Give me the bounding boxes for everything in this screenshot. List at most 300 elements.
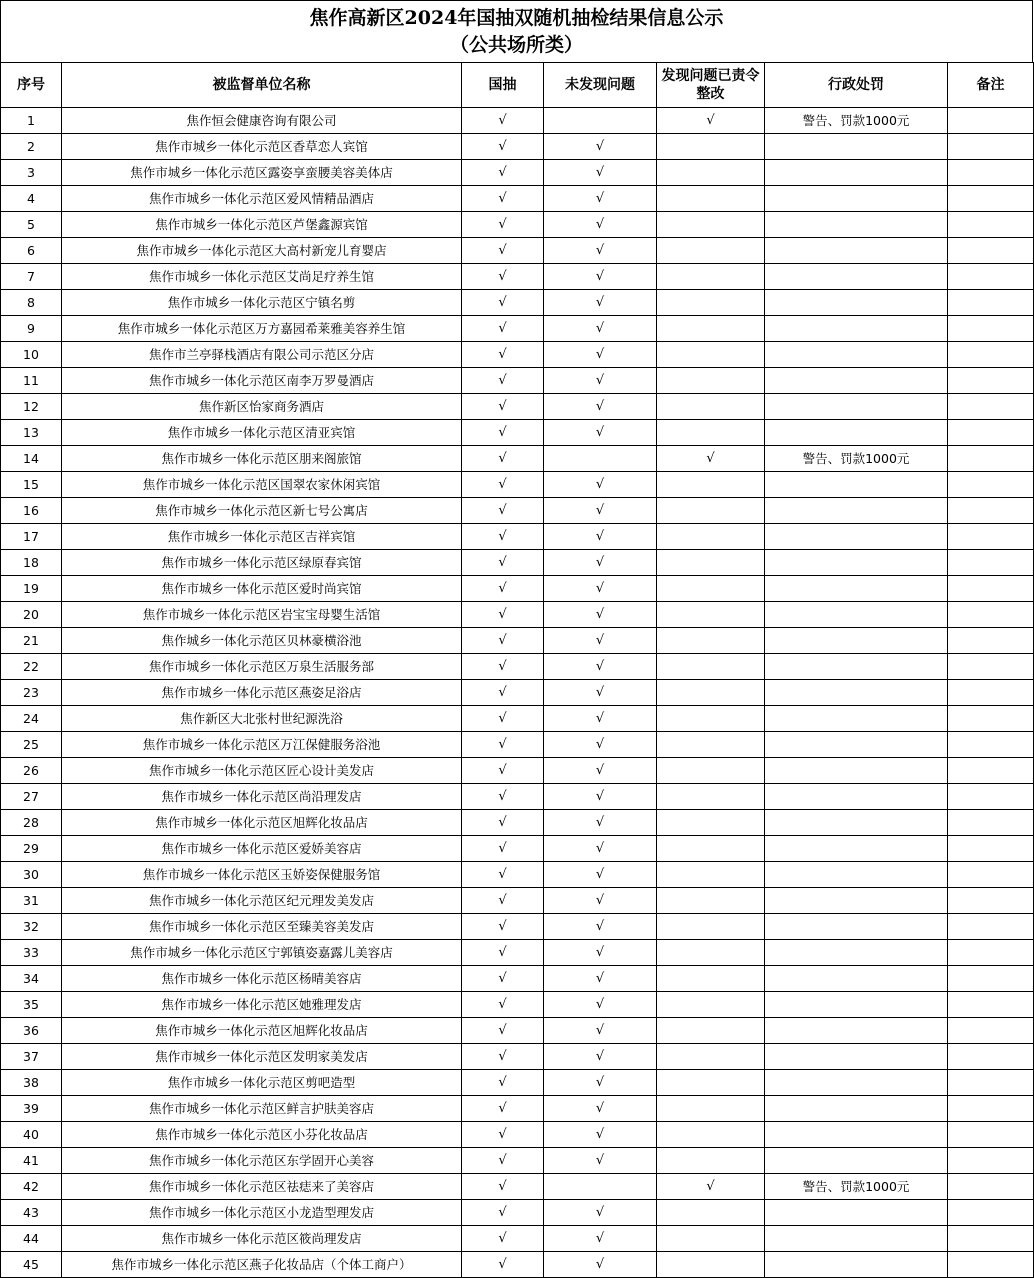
cell-national (462, 888, 544, 914)
cell-penalty (765, 524, 948, 550)
cell-index: 1 (1, 108, 62, 134)
cell-remark (948, 914, 1034, 940)
table-row (1, 628, 1034, 654)
cell-unit-name: 焦作市城乡一体化示范区旭辉化妆品店 (62, 1018, 462, 1044)
check-mark-icon: √ (595, 191, 605, 206)
cell-no-issue (544, 602, 657, 628)
cell-index: 36 (1, 1018, 62, 1044)
check-mark-icon: √ (498, 1257, 507, 1272)
cell-unit-name: 焦作市城乡一体化示范区发明家美发店 (62, 1044, 462, 1070)
cell-remark (948, 1148, 1034, 1174)
cell-rectify (657, 940, 765, 966)
table-row (1, 108, 1034, 134)
table-row (1, 602, 1034, 628)
cell-index: 39 (1, 1096, 62, 1122)
table-row (1, 1070, 1034, 1096)
cell-no-issue (544, 446, 657, 472)
cell-index: 32 (1, 914, 62, 940)
cell-remark (948, 446, 1034, 472)
check-mark-icon: √ (595, 269, 605, 284)
cell-unit-name: 焦作市城乡一体化示范区万方嘉园希莱雅美容养生馆 (62, 316, 462, 342)
cell-penalty (765, 1096, 948, 1122)
check-mark-icon: √ (595, 1101, 605, 1116)
cell-index: 4 (1, 186, 62, 212)
check-mark-icon: √ (595, 1153, 605, 1168)
cell-rectify (657, 524, 765, 550)
cell-penalty (765, 1226, 948, 1252)
cell-penalty (765, 836, 948, 862)
cell-no-issue (544, 1070, 657, 1096)
table-row (1, 1200, 1034, 1226)
cell-remark (948, 628, 1034, 654)
cell-unit-name: 焦作市城乡一体化示范区芦堡鑫源宾馆 (62, 212, 462, 238)
check-mark-icon: √ (498, 295, 507, 310)
cell-penalty (765, 862, 948, 888)
check-mark-icon: √ (595, 1023, 605, 1038)
cell-index: 24 (1, 706, 62, 732)
check-mark-icon: √ (498, 1023, 507, 1038)
cell-unit-name: 焦作市城乡一体化示范区宁郭镇姿嘉露儿美容店 (62, 940, 462, 966)
cell-national (462, 1174, 544, 1200)
cell-remark (948, 862, 1034, 888)
cell-index: 42 (1, 1174, 62, 1200)
table-row (1, 1096, 1034, 1122)
check-mark-icon: √ (498, 503, 507, 518)
table-row (1, 732, 1034, 758)
cell-index: 44 (1, 1226, 62, 1252)
cell-remark (948, 316, 1034, 342)
cell-national (462, 1096, 544, 1122)
cell-no-issue (544, 1148, 657, 1174)
check-mark-icon: √ (498, 789, 507, 804)
cell-unit-name: 焦作市城乡一体化示范区玉娇姿保健服务馆 (62, 862, 462, 888)
check-mark-icon: √ (498, 893, 507, 908)
check-mark-icon: √ (498, 737, 507, 752)
cell-index: 3 (1, 160, 62, 186)
cell-national (462, 576, 544, 602)
cell-unit-name: 焦作市城乡一体化示范区纪元理发美发店 (62, 888, 462, 914)
cell-rectify (657, 628, 765, 654)
table-row (1, 836, 1034, 862)
cell-remark (948, 836, 1034, 862)
cell-national (462, 472, 544, 498)
cell-rectify (657, 1096, 765, 1122)
cell-unit-name: 焦作市城乡一体化示范区匠心设计美发店 (62, 758, 462, 784)
cell-unit-name: 焦作市城乡一体化示范区清亚宾馆 (62, 420, 462, 446)
cell-national (462, 732, 544, 758)
cell-unit-name: 焦作市城乡一体化示范区万江保健服务浴池 (62, 732, 462, 758)
table-row (1, 212, 1034, 238)
check-mark-icon: √ (595, 243, 605, 258)
check-mark-icon: √ (498, 763, 507, 778)
cell-unit-name: 焦作市城乡一体化示范区万泉生活服务部 (62, 654, 462, 680)
cell-penalty (765, 498, 948, 524)
cell-national (462, 264, 544, 290)
cell-remark (948, 368, 1034, 394)
check-mark-icon: √ (595, 217, 605, 232)
cell-unit-name: 焦作市城乡一体化示范区宁镇名剪 (62, 290, 462, 316)
cell-penalty (765, 1044, 948, 1070)
table-row (1, 472, 1034, 498)
cell-unit-name: 焦作市城乡一体化示范区她雅理发店 (62, 992, 462, 1018)
cell-penalty: 警告、罚款1000元 (765, 446, 948, 472)
check-mark-icon: √ (595, 659, 605, 674)
cell-remark (948, 290, 1034, 316)
cell-rectify (657, 576, 765, 602)
cell-remark (948, 810, 1034, 836)
cell-index: 2 (1, 134, 62, 160)
cell-penalty (765, 264, 948, 290)
table-row (1, 1044, 1034, 1070)
cell-no-issue (544, 368, 657, 394)
cell-index: 40 (1, 1122, 62, 1148)
check-mark-icon: √ (498, 243, 507, 258)
cell-no-issue (544, 1018, 657, 1044)
cell-no-issue (544, 498, 657, 524)
cell-no-issue (544, 758, 657, 784)
cell-unit-name: 焦作市城乡一体化示范区鲜言护肤美容店 (62, 1096, 462, 1122)
cell-penalty (765, 784, 948, 810)
cell-index: 25 (1, 732, 62, 758)
cell-index: 30 (1, 862, 62, 888)
cell-rectify (657, 134, 765, 160)
cell-national (462, 862, 544, 888)
cell-index: 34 (1, 966, 62, 992)
cell-index: 12 (1, 394, 62, 420)
cell-unit-name: 焦作市城乡一体化示范区小芬化妆品店 (62, 1122, 462, 1148)
cell-remark (948, 784, 1034, 810)
check-mark-icon: √ (595, 139, 605, 154)
check-mark-icon: √ (706, 451, 715, 466)
cell-unit-name: 焦作市城乡一体化示范区绿原春宾馆 (62, 550, 462, 576)
check-mark-icon: √ (595, 789, 605, 804)
cell-unit-name: 焦作市城乡一体化示范区尚沿理发店 (62, 784, 462, 810)
cell-unit-name: 焦作城乡一体化示范区贝林豪横浴池 (62, 628, 462, 654)
cell-national (462, 706, 544, 732)
cell-penalty (765, 966, 948, 992)
cell-no-issue (544, 1044, 657, 1070)
cell-index: 7 (1, 264, 62, 290)
cell-national (462, 498, 544, 524)
cell-rectify (657, 602, 765, 628)
cell-index: 22 (1, 654, 62, 680)
cell-national (462, 1200, 544, 1226)
table-row (1, 524, 1034, 550)
cell-rectify (657, 1200, 765, 1226)
table-row (1, 134, 1034, 160)
cell-national (462, 316, 544, 342)
check-mark-icon: √ (498, 529, 507, 544)
check-mark-icon: √ (595, 1049, 605, 1064)
check-mark-icon: √ (595, 763, 605, 778)
cell-unit-name: 焦作市城乡一体化示范区国翠农家休闲宾馆 (62, 472, 462, 498)
cell-no-issue (544, 1174, 657, 1200)
table-row (1, 940, 1034, 966)
check-mark-icon: √ (595, 1075, 605, 1090)
cell-rectify (657, 1044, 765, 1070)
check-mark-icon: √ (498, 633, 507, 648)
cell-remark (948, 186, 1034, 212)
cell-no-issue (544, 550, 657, 576)
cell-no-issue (544, 810, 657, 836)
check-mark-icon: √ (595, 1257, 605, 1272)
cell-rectify (657, 1226, 765, 1252)
check-mark-icon: √ (498, 191, 507, 206)
cell-rectify (657, 498, 765, 524)
cell-remark (948, 1018, 1034, 1044)
cell-national (462, 680, 544, 706)
cell-national (462, 420, 544, 446)
cell-penalty (765, 238, 948, 264)
check-mark-icon: √ (498, 919, 507, 934)
check-mark-icon: √ (498, 685, 507, 700)
cell-no-issue (544, 160, 657, 186)
cell-rectify (657, 212, 765, 238)
cell-national (462, 914, 544, 940)
table-row (1, 186, 1034, 212)
check-mark-icon: √ (595, 867, 605, 882)
check-mark-icon: √ (595, 737, 605, 752)
table-row (1, 862, 1034, 888)
cell-penalty (765, 810, 948, 836)
cell-penalty (765, 1252, 948, 1278)
cell-unit-name: 焦作市城乡一体化示范区杨晴美容店 (62, 966, 462, 992)
cell-national (462, 1044, 544, 1070)
table-row (1, 316, 1034, 342)
check-mark-icon: √ (595, 971, 605, 986)
check-mark-icon: √ (498, 841, 507, 856)
cell-index: 21 (1, 628, 62, 654)
cell-remark (948, 966, 1034, 992)
cell-remark (948, 160, 1034, 186)
cell-national (462, 1018, 544, 1044)
cell-unit-name: 焦作市城乡一体化示范区小龙造型理发店 (62, 1200, 462, 1226)
cell-national (462, 654, 544, 680)
cell-rectify (657, 654, 765, 680)
header-penalty: 行政处罚 (765, 63, 948, 108)
table-row (1, 1122, 1034, 1148)
cell-unit-name: 焦作市兰亭驿栈酒店有限公司示范区分店 (62, 342, 462, 368)
cell-penalty (765, 394, 948, 420)
cell-no-issue (544, 628, 657, 654)
table-row (1, 394, 1034, 420)
cell-rectify (657, 784, 765, 810)
check-mark-icon: √ (595, 321, 605, 336)
cell-unit-name: 焦作市城乡一体化示范区东学固开心美容 (62, 1148, 462, 1174)
cell-unit-name: 焦作市城乡一体化示范区祛痣来了美容店 (62, 1174, 462, 1200)
table-row (1, 1252, 1034, 1278)
cell-unit-name: 焦作市城乡一体化示范区爱时尚宾馆 (62, 576, 462, 602)
cell-index: 38 (1, 1070, 62, 1096)
cell-no-issue (544, 1226, 657, 1252)
cell-index: 26 (1, 758, 62, 784)
cell-rectify (657, 1252, 765, 1278)
check-mark-icon: √ (595, 399, 605, 414)
cell-unit-name: 焦作市城乡一体化示范区旭辉化妆品店 (62, 810, 462, 836)
cell-unit-name: 焦作市城乡一体化示范区露姿享蛮腰美容美体店 (62, 160, 462, 186)
table-row (1, 290, 1034, 316)
cell-no-issue (544, 472, 657, 498)
cell-rectify (657, 966, 765, 992)
cell-rectify (657, 342, 765, 368)
check-mark-icon: √ (498, 165, 507, 180)
cell-no-issue (544, 784, 657, 810)
check-mark-icon: √ (498, 1153, 507, 1168)
cell-penalty (765, 160, 948, 186)
cell-remark (948, 732, 1034, 758)
cell-remark (948, 134, 1034, 160)
cell-penalty (765, 992, 948, 1018)
check-mark-icon: √ (498, 867, 507, 882)
cell-no-issue (544, 732, 657, 758)
cell-remark (948, 524, 1034, 550)
check-mark-icon: √ (498, 399, 507, 414)
cell-rectify (657, 836, 765, 862)
check-mark-icon: √ (498, 581, 507, 596)
cell-national (462, 394, 544, 420)
cell-unit-name: 焦作市城乡一体化示范区吉祥宾馆 (62, 524, 462, 550)
check-mark-icon: √ (498, 269, 507, 284)
cell-penalty (765, 1122, 948, 1148)
check-mark-icon: √ (498, 477, 507, 492)
check-mark-icon: √ (595, 893, 605, 908)
table-row (1, 550, 1034, 576)
cell-national (462, 290, 544, 316)
cell-national (462, 550, 544, 576)
cell-unit-name: 焦作市城乡一体化示范区至臻美容美发店 (62, 914, 462, 940)
cell-index: 6 (1, 238, 62, 264)
cell-index: 27 (1, 784, 62, 810)
cell-remark (948, 108, 1034, 134)
cell-remark (948, 992, 1034, 1018)
check-mark-icon: √ (595, 347, 605, 362)
cell-penalty (765, 420, 948, 446)
table-row (1, 368, 1034, 394)
cell-index: 11 (1, 368, 62, 394)
table-row (1, 654, 1034, 680)
cell-no-issue (544, 1122, 657, 1148)
cell-index: 15 (1, 472, 62, 498)
cell-national (462, 1070, 544, 1096)
cell-no-issue (544, 888, 657, 914)
table-row (1, 1148, 1034, 1174)
cell-national (462, 212, 544, 238)
cell-national (462, 1122, 544, 1148)
cell-penalty (765, 1148, 948, 1174)
header-row (1, 63, 1034, 108)
cell-national (462, 1252, 544, 1278)
cell-no-issue (544, 238, 657, 264)
cell-index: 31 (1, 888, 62, 914)
cell-index: 45 (1, 1252, 62, 1278)
cell-remark (948, 1174, 1034, 1200)
check-mark-icon: √ (595, 997, 605, 1012)
table-row (1, 966, 1034, 992)
cell-unit-name: 焦作市城乡一体化示范区爱风情精品酒店 (62, 186, 462, 212)
table-row (1, 238, 1034, 264)
table-row (1, 446, 1034, 472)
table-row (1, 992, 1034, 1018)
check-mark-icon: √ (498, 139, 507, 154)
cell-remark (948, 1070, 1034, 1096)
check-mark-icon: √ (498, 607, 507, 622)
cell-penalty (765, 1070, 948, 1096)
cell-remark (948, 550, 1034, 576)
header-rectify: 发现问题已责令整改 (657, 63, 765, 108)
cell-index: 9 (1, 316, 62, 342)
cell-penalty: 警告、罚款1000元 (765, 1174, 948, 1200)
cell-index: 41 (1, 1148, 62, 1174)
cell-unit-name: 焦作市城乡一体化示范区剪吧造型 (62, 1070, 462, 1096)
cell-penalty (765, 212, 948, 238)
cell-national (462, 134, 544, 160)
cell-unit-name: 焦作市城乡一体化示范区燕子化妆品店（个体工商户） (62, 1252, 462, 1278)
cell-remark (948, 758, 1034, 784)
cell-no-issue (544, 342, 657, 368)
cell-remark (948, 680, 1034, 706)
cell-index: 43 (1, 1200, 62, 1226)
cell-rectify (657, 732, 765, 758)
check-mark-icon: √ (498, 451, 507, 466)
cell-no-issue (544, 940, 657, 966)
cell-rectify (657, 264, 765, 290)
cell-no-issue (544, 1200, 657, 1226)
table-row (1, 1226, 1034, 1252)
check-mark-icon: √ (595, 581, 605, 596)
cell-no-issue (544, 394, 657, 420)
cell-index: 29 (1, 836, 62, 862)
cell-no-issue (544, 524, 657, 550)
cell-index: 33 (1, 940, 62, 966)
cell-remark (948, 1096, 1034, 1122)
cell-penalty (765, 758, 948, 784)
cell-penalty (765, 290, 948, 316)
table-row (1, 784, 1034, 810)
check-mark-icon: √ (595, 841, 605, 856)
cell-rectify (657, 446, 765, 472)
cell-no-issue (544, 1252, 657, 1278)
table-row (1, 342, 1034, 368)
cell-national (462, 524, 544, 550)
cell-national (462, 784, 544, 810)
cell-remark (948, 940, 1034, 966)
cell-unit-name: 焦作市城乡一体化示范区燕姿足浴店 (62, 680, 462, 706)
cell-remark (948, 576, 1034, 602)
check-mark-icon: √ (498, 1127, 507, 1142)
cell-penalty (765, 732, 948, 758)
cell-rectify (657, 394, 765, 420)
table-row (1, 264, 1034, 290)
cell-no-issue (544, 420, 657, 446)
cell-remark (948, 264, 1034, 290)
cell-no-issue (544, 862, 657, 888)
check-mark-icon: √ (498, 373, 507, 388)
cell-unit-name: 焦作市城乡一体化示范区岩宝宝母婴生活馆 (62, 602, 462, 628)
header-national: 国抽 (462, 63, 544, 108)
cell-remark (948, 602, 1034, 628)
cell-national (462, 602, 544, 628)
cell-penalty (765, 602, 948, 628)
cell-index: 19 (1, 576, 62, 602)
table-row (1, 420, 1034, 446)
cell-rectify (657, 1070, 765, 1096)
cell-rectify (657, 290, 765, 316)
cell-national (462, 160, 544, 186)
table-row (1, 758, 1034, 784)
cell-rectify (657, 992, 765, 1018)
header-name: 被监督单位名称 (62, 63, 462, 108)
check-mark-icon: √ (595, 529, 605, 544)
